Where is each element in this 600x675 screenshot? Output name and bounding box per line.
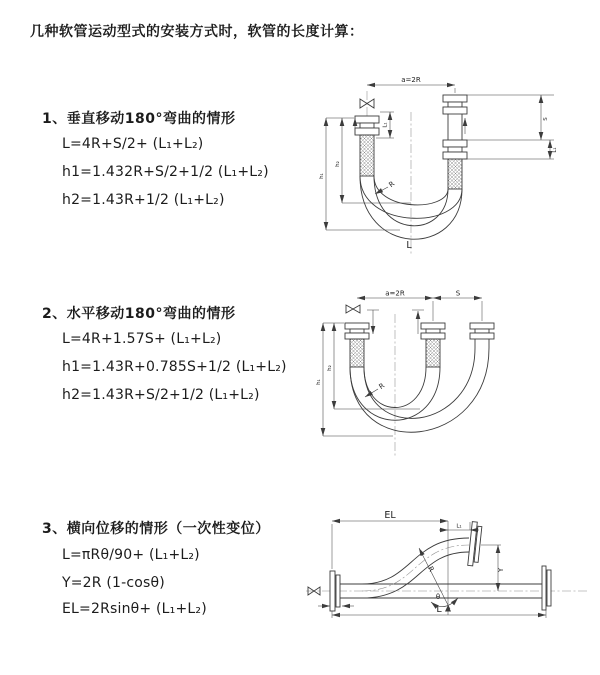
right-hose-end-fitting-upper (443, 95, 467, 140)
formula: L=4R+1.57S+ (L₁+L₂) (62, 331, 222, 347)
angle-callout (431, 593, 458, 612)
dim-a2r-label: a=2R (385, 289, 405, 298)
left-hose-end-fitting (355, 116, 379, 176)
movement-arrows (367, 310, 424, 334)
radius-callout (375, 180, 396, 194)
dim-l1-label: L₁ (382, 122, 389, 128)
dim-h2-label: h₂ (327, 365, 333, 371)
page-title: 几种软管运动型式的安装方式时，软管的长度计算： (30, 24, 364, 40)
dimension-el (332, 510, 448, 615)
left-flange (330, 571, 340, 611)
radius-callout (419, 548, 450, 609)
radius-label: R (387, 179, 397, 190)
formula: L=4R+S/2+ (L₁+L₂) (62, 136, 204, 152)
dim-s-label: S (543, 117, 549, 121)
dim-h1-label: h₁ (316, 379, 322, 385)
diagram-vertical-180-bend (312, 72, 590, 257)
dimension-s (433, 290, 482, 322)
right-hose-end-fitting-pos1 (421, 323, 445, 367)
dimension-l1-right (464, 140, 558, 159)
section-1-heading: 1、垂直移动180°弯曲的情形 (42, 111, 236, 127)
diagram-horizontal-180-bend (308, 288, 593, 463)
hose-u-bend (350, 348, 489, 432)
section-3-heading: 3、横向位移的情形（一次性变位） (42, 521, 270, 537)
dim-a2r-label: a=2R (401, 76, 421, 84)
dim-el-label: EL (384, 510, 396, 521)
formula: h2=1.43R+S/2+1/2 (L₁+L₂) (62, 387, 260, 403)
dimension-a2r (357, 290, 433, 299)
formula: Y=2R (1-cosθ) (62, 575, 165, 591)
radius-label: R (377, 381, 387, 392)
formula: L=πRθ/90+ (L₁+L₂) (62, 547, 200, 563)
hose-displaced-position (362, 538, 469, 598)
valve-icon (360, 99, 374, 108)
dim-h2-label: h₂ (335, 161, 341, 167)
left-hose-end-fitting (345, 323, 369, 367)
dimension-s (467, 95, 554, 140)
dim-l1-label: L₁ (552, 147, 558, 153)
formula: h1=1.43R+0.785S+1/2 (L₁+L₂) (62, 359, 287, 375)
dim-s-label: S (455, 289, 461, 298)
dimension-a2r (367, 76, 455, 93)
dimension-h2 (327, 323, 420, 409)
formula: h2=1.43R+1/2 (L₁+L₂) (62, 192, 225, 208)
section-2-heading: 2、水平移动180°弯曲的情形 (42, 306, 236, 322)
dim-l1-label: L₁ (456, 523, 462, 530)
theta-label: θ (435, 593, 441, 601)
right-hose-end-fitting-lower (443, 140, 467, 189)
formula: h1=1.432R+S/2+1/2 (L₁+L₂) (62, 164, 269, 180)
right-flange-lower (542, 566, 551, 610)
dim-l-label: L (436, 604, 442, 615)
diagram-lateral-displacement (298, 508, 598, 653)
formula: EL=2Rsinθ+ (L₁+L₂) (62, 601, 207, 617)
length-label: L (406, 240, 412, 251)
right-hose-end-fitting-pos2 (470, 323, 494, 348)
dim-h1-label: h₁ (319, 173, 325, 179)
radius-label: R (426, 565, 436, 574)
valve-icon (346, 305, 360, 313)
dim-y-label: Y (497, 567, 505, 573)
